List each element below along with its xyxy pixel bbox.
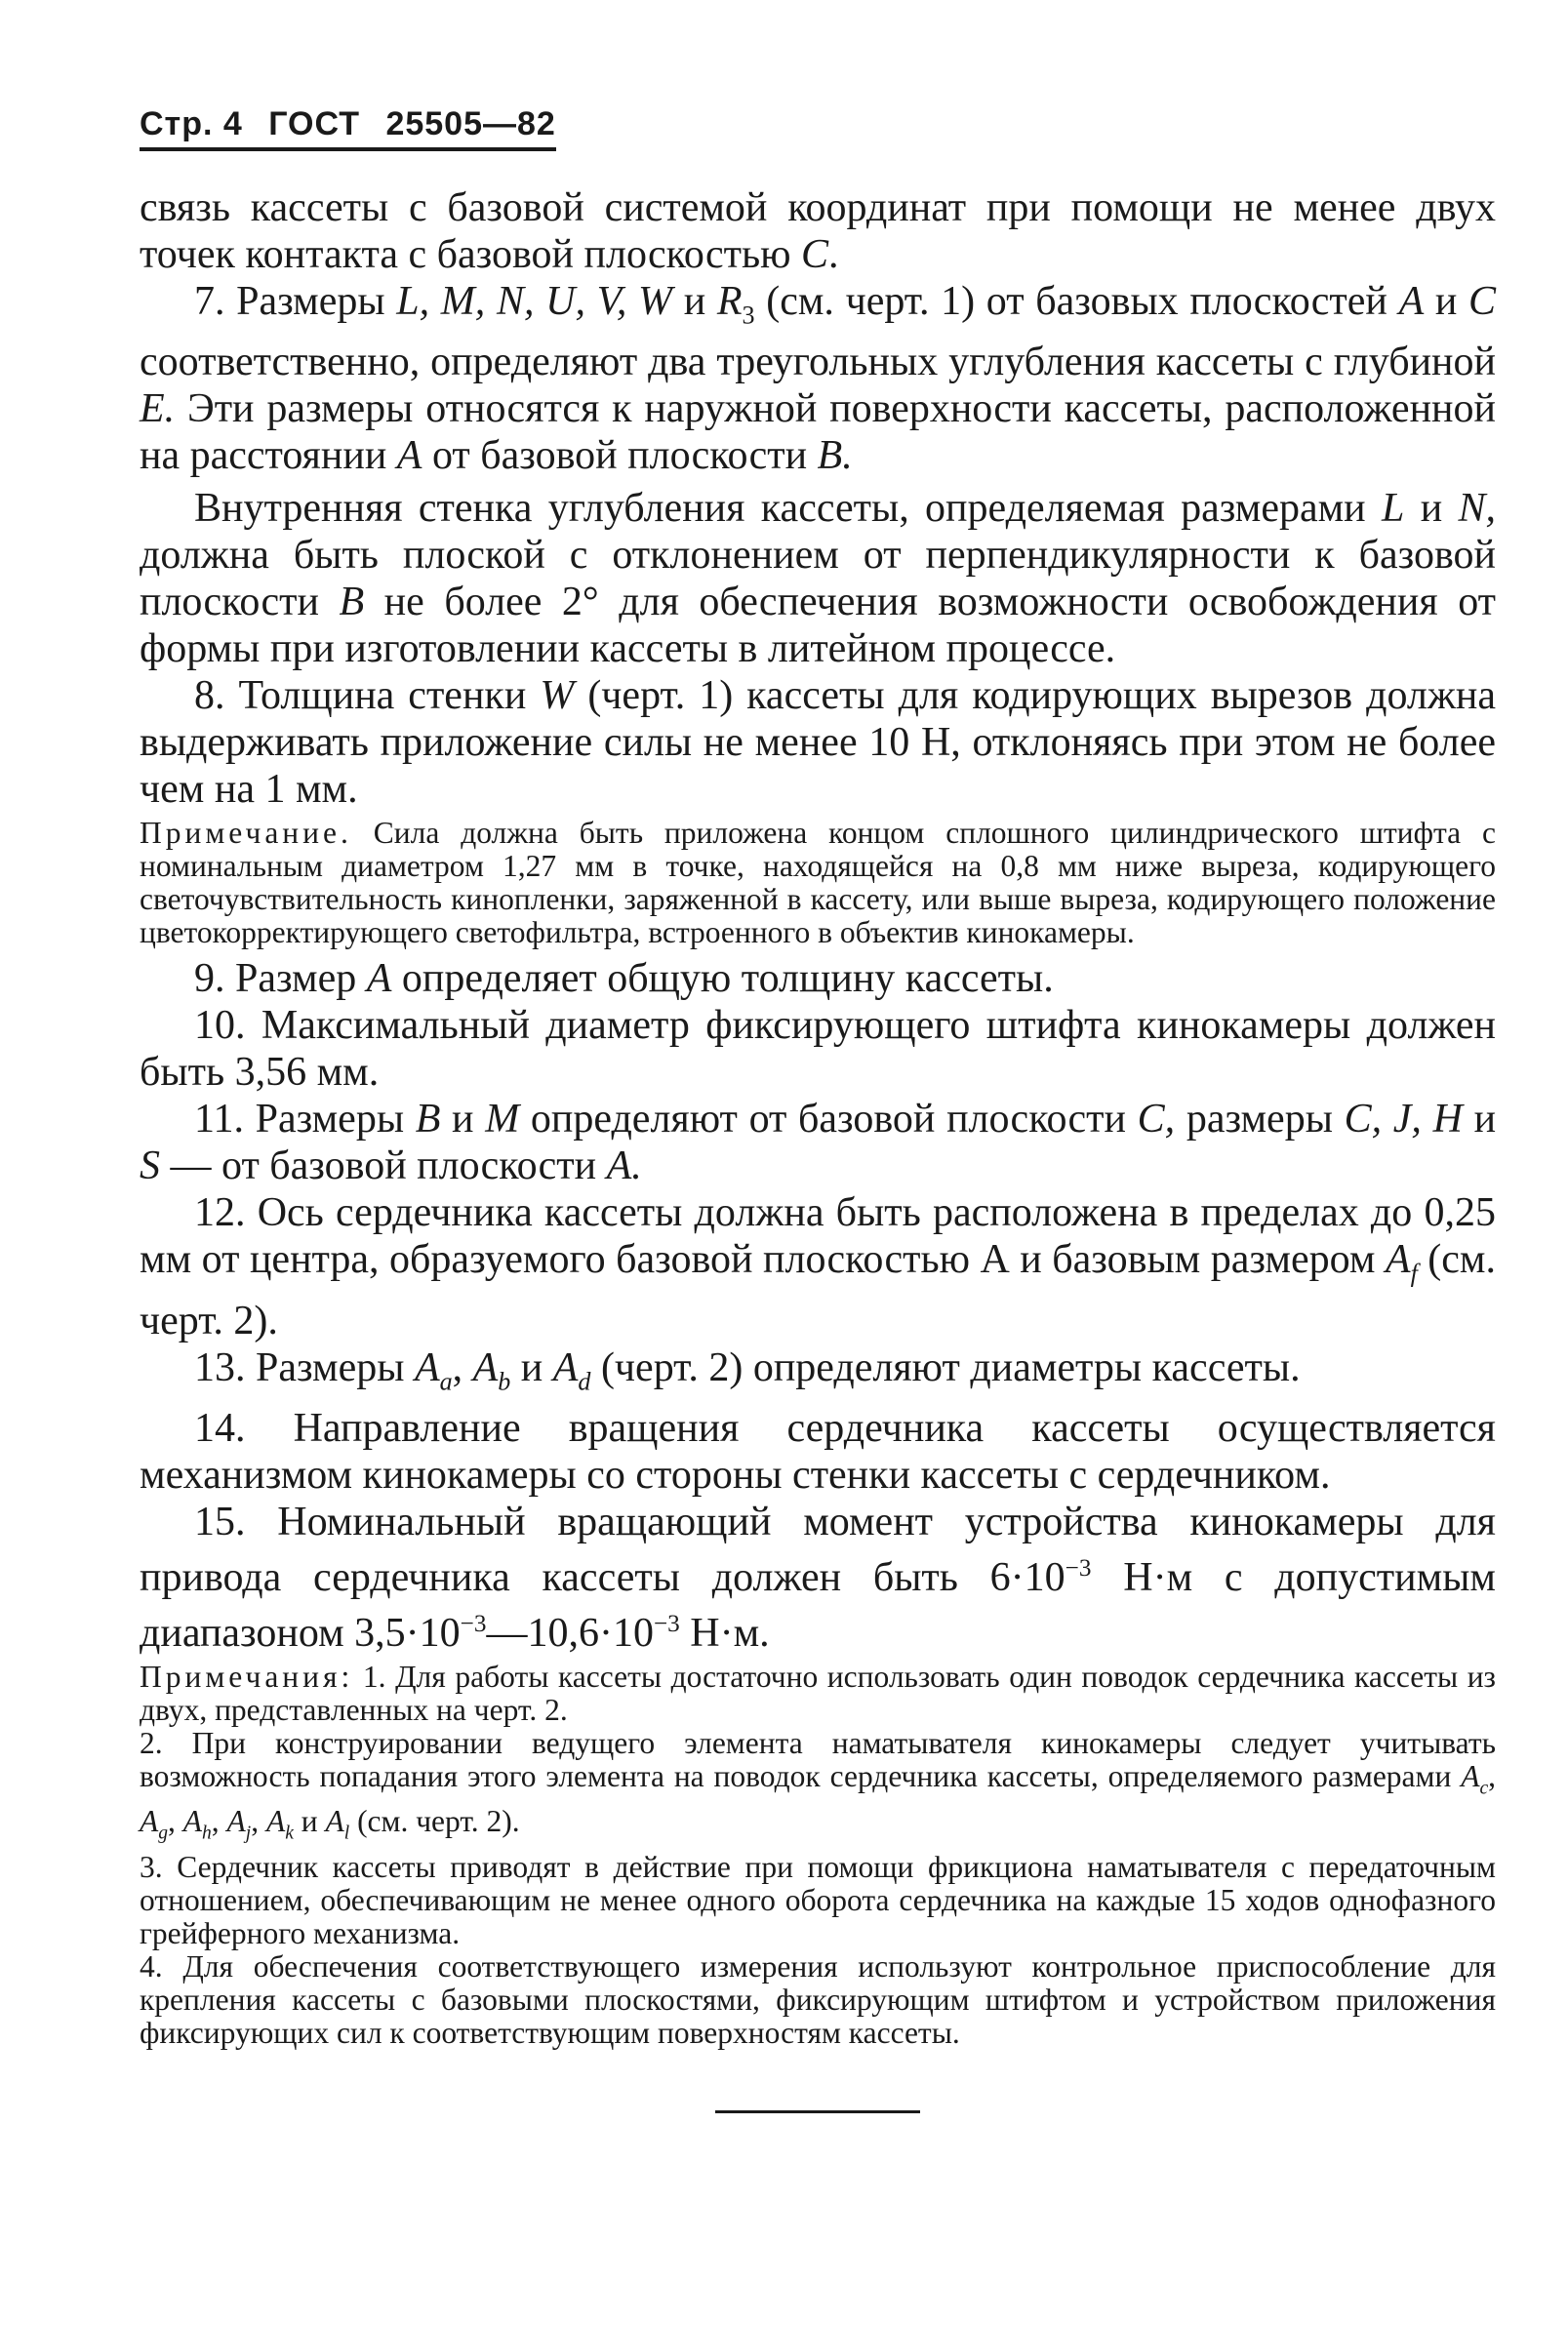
page-header: [140, 105, 556, 151]
standard-code: 25505—82: [385, 105, 556, 142]
document-body: [140, 184, 1496, 2113]
notes-clause-15-item-3: 3. Сердечник кассеты приводят в действие при помощи фрикциона наматывателя с передаточным отношением, обеспечивающим не менее одного оборота сердечника на каждые 15 ходов однофазного грейферного механизма.: [140, 1849, 1496, 1950]
clause-8: 8. Толщина стенки W (черт. 1) кассеты для кодирующих вырезов должна выдерживать приложение силы не менее 10 Н, отклоняясь при этом не более чем на 1 мм.: [140, 673, 1497, 813]
notes-clause-15-item-4: 4. Для обеспечения соответствующего измерения используют контрольное приспособление для крепления кассеты с базовыми плоскостями, фиксирующим штифтом и устройством приложения фиксирующих сил к соответствующим поверхностям кассеты.: [140, 1948, 1496, 2050]
clause-7: 7. Размеры L, M, N, U, V, W и $R_3$ (см. черт. 1) от базовых плоскостей A и C соответственно, определяют два треугольных углубления кассеты с глубиной E. Эти размеры относятся к наружной поверхности кассеты, расположенной на расстоянии A от базовой плоскости B.: [140, 279, 1497, 479]
notes-clause-15-item-1: Примечания: 1. Для работы кассеты достаточно использовать один поводок сердечника кассеты из двух, представленных на черт. 2.: [140, 1660, 1497, 1728]
clause-11: 11. Размеры B и M определяют от базовой плоскости C, размеры C, J, H и S — от базовой плоскости A.: [140, 1097, 1497, 1189]
page-number: Стр. 4: [140, 105, 243, 142]
clause-12: 12. Ось сердечника кассеты должна быть расположена в пределах до 0,25 мм от центра, образуемого базовой плоскостью А и базовым размером $A_f$ (см. черт. 2).: [140, 1190, 1497, 1343]
clause-15: 15. Номинальный вращающий момент устройства кинокамеры для привода сердечника кассеты должен быть $6\cdot 10^{-3}$ Н·м с допустимым диапазоном $3,5\cdot 10^{-3}—10,6\cdot 10^{-3}$ Н·м.: [140, 1500, 1497, 1657]
clause-10: 10. Максимальный диаметр фиксирующего штифта кинокамеры должен быть 3,56 мм.: [140, 1003, 1496, 1096]
standard-label: ГОСТ: [268, 105, 360, 142]
paragraph-continuation: связь кассеты с базовой системой координат при помощи не менее двух точек контакта с базовой плоскостью C.: [140, 185, 1496, 277]
clause-13: 13. Размеры $A_a$, $A_b$ и $A_d$ (черт. 2) определяют диаметры кассеты.: [194, 1344, 1301, 1396]
clause-14: 14. Направление вращения сердечника кассеты осуществляется механизмом кинокамеры со стороны стенки кассеты с сердечником.: [140, 1406, 1496, 1499]
end-rule: [715, 2110, 920, 2113]
clause-7-inner-wall: Внутренняя стенка углубления кассеты, определяемая размерами L и N, должна быть плоской с отклонением от перпендикулярности к базовой плоскости B не более 2° для обеспечения возможности освобождения от формы при изготовлении кассеты в литейном процессе.: [140, 486, 1497, 672]
note-clause-8: Примечание. Сила должна быть приложена концом сплошного цилиндрического штифта с номинальным диаметром 1,27 мм в точке, находящейся на 0,8 мм ниже выреза, кодирующего светочувствительность кинопленки, заряженной в кассету, или выше выреза, кодирующего положение цветокорректирующего светофильтра, встроенного в объектив кинокамеры.: [140, 816, 1496, 950]
clause-9: 9. Размер A определяет общую толщину кассеты.: [194, 956, 1054, 1002]
document-page: [140, 105, 1496, 2113]
notes-clause-15-item-2: 2. При конструировании ведущего элемента наматывателя кинокамеры следует учитывать возможность попадания этого элемента на поводок сердечника кассеты, определяемого размерами $A_c$, $A_g$, $A_h$, $A_j$, $A_k$ и $A_l$ (см. черт. 2).: [140, 1726, 1497, 1844]
